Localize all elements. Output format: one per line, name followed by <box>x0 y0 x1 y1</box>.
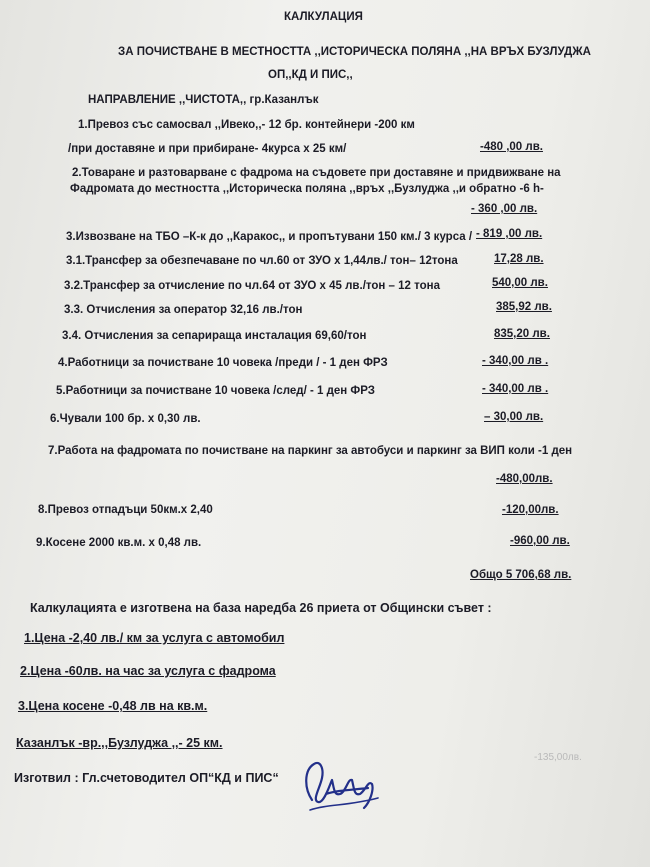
item-text: Фадромата до местността ,,Историческа поляна ,,връх ,,Бузлуджа ,,и обратно -6 h- <box>70 183 544 195</box>
item-amount: -960,00 лв. <box>510 535 570 547</box>
item-amount: 385,92 лв. <box>496 301 552 313</box>
item-text: /при доставяне и при прибиране- 4курса х 25 км/ <box>68 143 347 155</box>
distance-note: Казанлък -вр.,,Бузлуджа ,,- 25 км. <box>16 736 223 750</box>
item-text: 2.Товаране и разтоварване с фадрома на съдовете при доставяне и придвижване на <box>72 167 561 179</box>
document-title: КАЛКУЛАЦИЯ <box>284 11 363 23</box>
total-amount: Общо 5 706,68 лв. <box>470 569 572 581</box>
subtitle-line-1: ЗА ПОЧИСТВАНЕ В МЕСТНОСТТА ,,ИСТОРИЧЕСКА ПОЛЯНА ,,НА ВРЪХ БУЗЛУДЖА <box>118 46 591 58</box>
item-amount: - 340,00 лв . <box>482 355 549 367</box>
item-amount: 540,00 лв. <box>492 277 548 289</box>
item-text: 4.Работници за почистване 10 човека /преди / - 1 ден ФРЗ <box>58 357 388 369</box>
price-note-1: 1.Цена -2,40 лв./ км за услуга с автомобил <box>24 631 285 645</box>
item-text: 3.2.Трансфер за отчисление по чл.64 от ЗУО х 45 лв./тон – 12 тона <box>64 280 440 292</box>
subtitle-line-2: ОП,,КД И ПИС,, <box>268 69 353 81</box>
prepared-by: Изготвил : Гл.счетоводител ОП“КД и ПИС“ <box>14 771 279 785</box>
item-text: 6.Чували 100 бр. х 0,30 лв. <box>50 413 201 425</box>
direction-line: НАПРАВЛЕНИЕ ,,ЧИСТОТА,, гр.Казанлък <box>88 94 319 106</box>
item-text: 8.Превоз отпадъци 50км.х 2,40 <box>38 504 213 516</box>
item-text: 3.Извозване на ТБО –К-к до ,,Каракос,, и пропътувани 150 км./ 3 курса / <box>66 231 473 243</box>
item-text: 7.Работа на фадромата по почистване на паркинг за автобуси и паркинг за ВИП коли -1 ден <box>48 445 573 457</box>
item-amount: – 30,00 лв. <box>484 411 544 423</box>
item-text: 5.Работници за почистване 10 човека /след/ - 1 ден ФРЗ <box>56 385 375 397</box>
price-note-2: 2.Цена -60лв. на час за услуга с фадрома <box>20 664 276 678</box>
item-text: 9.Косене 2000 кв.м. х 0,48 лв. <box>36 537 202 549</box>
price-note-3: 3.Цена косене -0,48 лв на кв.м. <box>18 699 208 713</box>
calculation-basis-intro: Калкулацията е изготвена на база наредба 26 приета от Общински съвет : <box>30 601 492 615</box>
item-amount: -480 ,00 лв. <box>480 141 543 153</box>
item-text: 3.3. Отчисления за оператор 32,16 лв./тон <box>64 304 303 316</box>
item-amount: 17,28 лв. <box>494 253 544 265</box>
signature <box>298 754 390 818</box>
item-amount: - 819 ,00 лв. <box>476 228 543 240</box>
item-amount: -480,00лв. <box>496 473 553 485</box>
item-amount: -120,00лв. <box>502 504 559 516</box>
item-text: 1.Превоз със самосвал ,,Ивеко,,- 12 бр. контейнери -200 км <box>78 119 415 131</box>
item-amount: - 340,00 лв . <box>482 383 549 395</box>
item-text: 3.1.Трансфер за обезпечаване по чл.60 от ЗУО х 1,44лв./ тон– 12тона <box>66 255 458 267</box>
item-amount: - 360 ,00 лв. <box>471 203 538 215</box>
bleed-through-text: -135,00лв. <box>534 752 582 763</box>
item-amount: 835,20 лв. <box>494 328 550 340</box>
item-text: 3.4. Отчисления за сепарираща инсталация 69,60/тон <box>62 330 367 342</box>
